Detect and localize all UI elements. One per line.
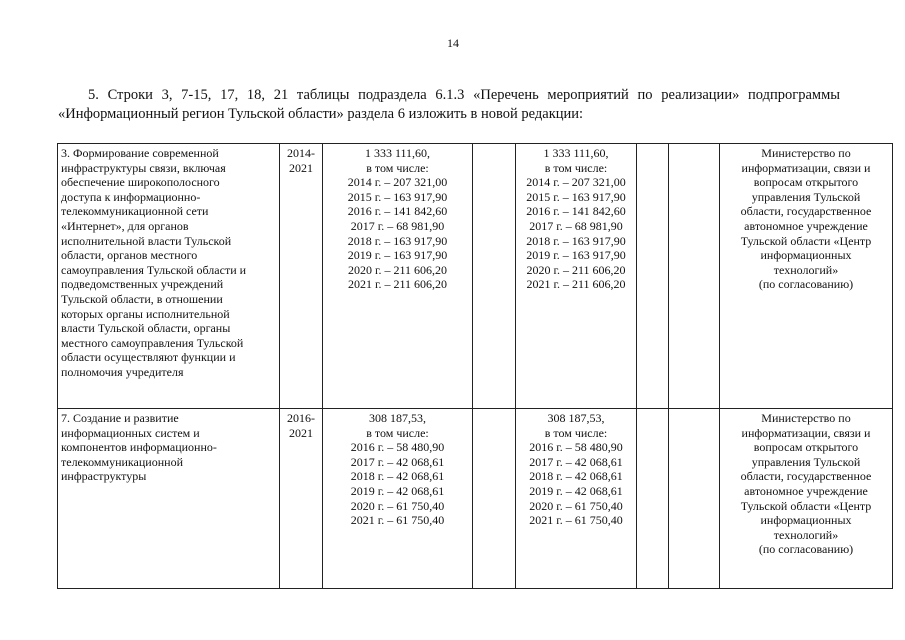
- row-funding-regional: 1 333 111,60, в том числе: 2014 г. – 207 321,00 2015 г. – 163 917,90 2016 г. – 141 842,60 2017 г. – 68 981,90 2018 г. – 163 917,90 2019 г. – 163 917,90 2020 г. – 211 606,20 2021 г. – 211 606,20: [516, 144, 637, 409]
- row-funding-regional: 308 187,53, в том числе: 2016 г. – 58 480,90 2017 г. – 42 068,61 2018 г. – 42 068,61 2019 г. – 42 068,61 2020 г. – 61 750,40 2021 г. – 61 750,40: [516, 409, 637, 589]
- row-period: 2014-2021: [280, 144, 323, 409]
- empty-cell: [637, 409, 669, 589]
- intro-paragraph: [58, 86, 840, 124]
- table-row: [58, 409, 893, 589]
- intro-text: 5. Строки 3, 7-15, 17, 18, 21 таблицы подраздела 6.1.3 «Перечень мероприятий по реализации» подпрограммы «Информационный регион Тульской области» раздела 6 изложить в новой редакции:: [58, 87, 840, 122]
- empty-cell: [669, 409, 720, 589]
- row-description: 3. Формирование современной инфраструктуры связи, включая обеспечение широкополосного доступа к информационно- телекоммуникационной сети «Интернет», для органов исполнительной власти Тульской области, органов местного самоуправления Тульской области и подведомственных учреждений Тульской области, в отношении которых органы исполнительной власти Тульской области, органы местного самоуправления Тульской области осуществляют функции и полномочия учредителя: [58, 144, 280, 409]
- empty-cell: [473, 409, 516, 589]
- row-responsible: Министерство по информатизации, связи и вопросам открытого управления Тульской области, государственное автономное учреждение Тульской области «Центр информационных технологий» (по согласованию): [720, 409, 893, 589]
- page-number: 14: [447, 36, 459, 50]
- table-row: [58, 144, 893, 409]
- empty-cell: [637, 144, 669, 409]
- empty-cell: [473, 144, 516, 409]
- row-responsible: Министерство по информатизации, связи и вопросам открытого управления Тульской области, государственное автономное учреждение Тульской области «Центр информационных технологий» (по согласованию): [720, 144, 893, 409]
- row-description: 7. Создание и развитие информационных систем и компонентов информационно- телекоммуникационной инфраструктуры: [58, 409, 280, 589]
- row-period: 2016-2021: [280, 409, 323, 589]
- row-funding: 308 187,53, в том числе: 2016 г. – 58 480,90 2017 г. – 42 068,61 2018 г. – 42 068,61 2019 г. – 42 068,61 2020 г. – 61 750,40 2021 г. – 61 750,40: [323, 409, 473, 589]
- empty-cell: [669, 144, 720, 409]
- activities-table: [57, 143, 893, 589]
- row-funding: 1 333 111,60, в том числе: 2014 г. – 207 321,00 2015 г. – 163 917,90 2016 г. – 141 842,60 2017 г. – 68 981,90 2018 г. – 163 917,90 2019 г. – 163 917,90 2020 г. – 211 606,20 2021 г. – 211 606,20: [323, 144, 473, 409]
